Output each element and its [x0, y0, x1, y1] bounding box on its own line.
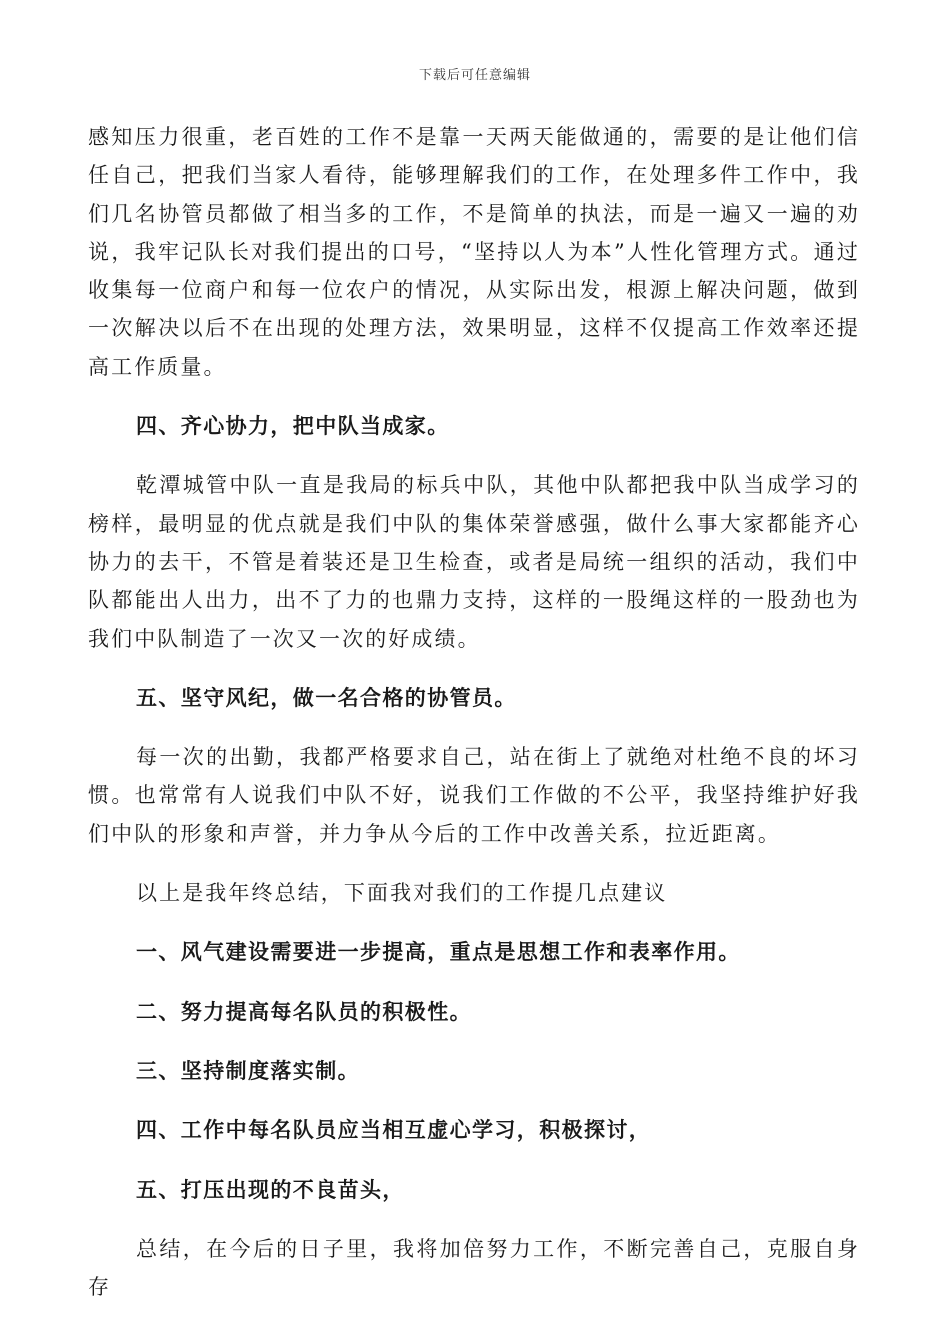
- suggestion-item-1: 一、风气建设需要进一步提高，重点是思想工作和表率作用。: [136, 939, 741, 965]
- section-heading-5: 五、坚守风纪，做一名合格的协管员。: [136, 684, 517, 710]
- paragraph-suggestions-intro: 以上是我年终总结，下面我对我们的工作提几点建议: [136, 881, 668, 906]
- suggestion-item-5: 五、打压出现的不良苗头，: [136, 1176, 405, 1202]
- paragraph-team: 乾潭城管中队一直是我局的标兵中队，其他中队都把我中队当成学习的榜样，最明显的优点就是我们中队的集体荣誉感强，做什么事大家都能齐心协力的去干，不管是着装还是卫生检查，或者是局统一组织的活动，我们中队都能出人出力，出不了力的也鼎力支持，这样的一股绳这样的一股劲也为我们中队制造了一次又一次的好成绩。: [88, 473, 860, 651]
- paragraph-continuation: 感知压力很重，老百姓的工作不是靠一天两天能做通的，需要的是让他们信任自己，把我们当家人看待，能够理解我们的工作，在处理多件工作中，我们几名协管员都做了相当多的工作，不是简单的执法，而是一遍又一遍的劝说，我牢记队长对我们提出的口号，“坚持以人为本”人性化管理方式。通过收集每一位商户和每一位农户的情况，从实际出发，根源上解决问题，做到一次解决以后不在出现的处理方法，效果明显，这样不仅提高工作效率还提高工作质量。: [88, 125, 860, 379]
- page-header: 下载后可任意编辑: [418, 68, 531, 83]
- document-body: [88, 118, 860, 1306]
- paragraph-discipline: 每一次的出勤，我都严格要求自己，站在街上了就绝对杜绝不良的坏习惯。也常常有人说我们中队不好，说我们工作做的不公平，我坚持维护好我们中队的形象和声誉，并力争从今后的工作中改善关系，拉近距离。: [88, 745, 860, 846]
- suggestion-item-2: 二、努力提高每名队员的积极性。: [136, 998, 472, 1024]
- paragraph-conclusion: 总结，在今后的日子里，我将加倍努力工作，不断完善自己，克服自身存: [88, 1236, 860, 1300]
- suggestion-item-3: 三、坚持制度落实制。: [136, 1057, 360, 1083]
- suggestion-item-4: 四、工作中每名队员应当相互虚心学习，积极探讨，: [136, 1117, 652, 1143]
- section-heading-4: 四、齐心协力，把中队当成家。: [136, 413, 450, 439]
